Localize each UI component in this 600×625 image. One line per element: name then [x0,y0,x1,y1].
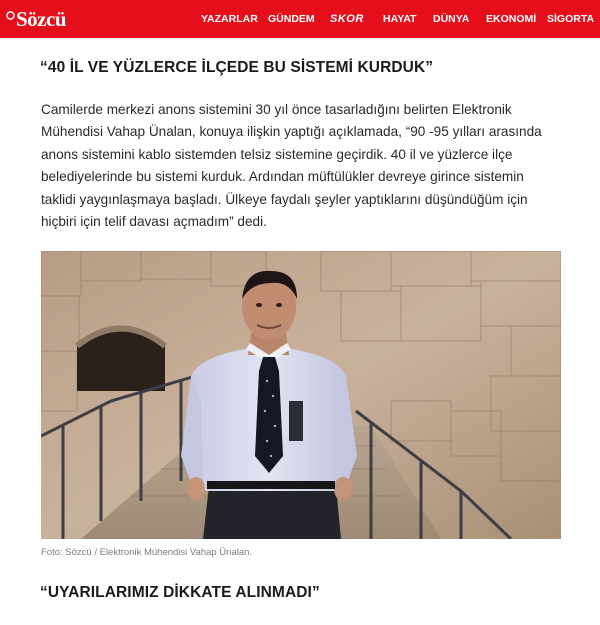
nav-item-ekonomi[interactable]: EKONOMİ [486,13,537,25]
nav-item-dunya[interactable]: DÜNYA [433,13,470,25]
logo-mark-icon [6,11,15,20]
ruins-portrait-illustration [41,251,561,539]
nav-item-skor[interactable]: SKOR [330,13,364,25]
site-logo[interactable] [6,7,66,31]
logo-text: Sözcü [16,6,66,31]
top-navigation-bar [0,0,600,38]
nav-item-gundem[interactable]: GÜNDEM [268,13,315,25]
nav-item-yazarlar[interactable]: YAZARLAR [201,13,258,25]
section-heading-il-ilce: “40 İL VE YÜZLERCE İLÇEDE BU SİSTEMİ KURDUK” [40,59,434,76]
article-paragraph: Camilerde merkezi anons sistemini 30 yıl önce tasarladığını belirten Elektronik Mühendisi Vahap Ünalan, konuya ilişkin yaptığı açıklamada, “90 -95 yılları arasında anons sistemini kablo sistemden telsiz sistemine geçirdik. 40 il ve yüzlerce ilçe belediyelerinde bu sistemi kurduk. Ardından müftülükler devreye girince sistemin taklidi yaygınlaşmaya başladı. Ülkeye faydalı şeyler yaptıklarını düşündüğüm için hiçbiri için telif davası açmadım” dedi. [41,102,542,230]
nav-item-hayat[interactable]: HAYAT [383,13,417,25]
nav-item-sigorta[interactable]: SİGORTA [547,13,595,25]
article-photo [41,251,561,539]
section-heading-uyarilar: “UYARILARIMIZ DİKKATE ALINMADI” [40,584,320,601]
photo-caption: Foto: Sözcü / Elektronik Mühendisi Vahap Ünalan. [41,547,253,558]
